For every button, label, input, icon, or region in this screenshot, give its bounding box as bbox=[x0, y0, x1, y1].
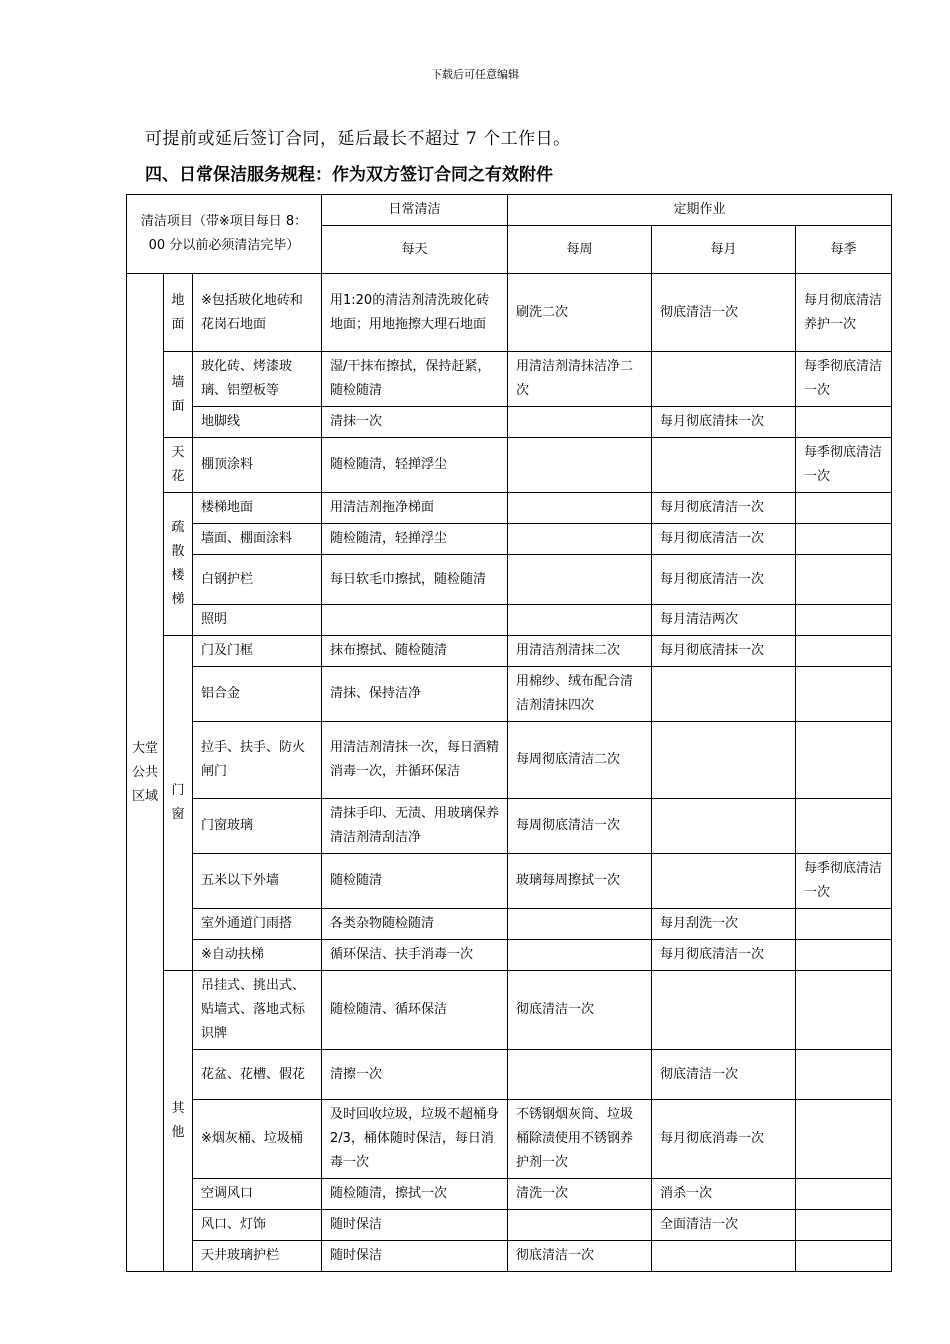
cell-monthly bbox=[652, 667, 796, 722]
cell-monthly bbox=[652, 1241, 796, 1272]
cell-quarterly bbox=[796, 1050, 892, 1100]
cell-weekly bbox=[508, 605, 652, 636]
cell-weekly: 用棉纱、绒布配合清洁剂清抹四次 bbox=[508, 667, 652, 722]
cell-item: 吊挂式、挑出式、贴墙式、落地式标识牌 bbox=[193, 971, 322, 1050]
cell-monthly bbox=[652, 438, 796, 493]
table-row bbox=[127, 605, 892, 636]
table-row bbox=[127, 1050, 892, 1100]
cell-item: 天井玻璃护栏 bbox=[193, 1241, 322, 1272]
page-header: 下载后可任意编辑 bbox=[431, 68, 519, 81]
header-quarterly: 每季 bbox=[796, 226, 892, 274]
cell-daily: 循环保洁、扶手消毒一次 bbox=[322, 940, 508, 971]
cell-monthly: 每月彻底清抹一次 bbox=[652, 407, 796, 438]
cell-monthly: 每月彻底清抹一次 bbox=[652, 636, 796, 667]
cell-weekly bbox=[508, 524, 652, 555]
cell-weekly bbox=[508, 1050, 652, 1100]
cell-monthly bbox=[652, 799, 796, 854]
cell-monthly: 消杀一次 bbox=[652, 1179, 796, 1210]
cell-daily: 用清洁剂拖净梯面 bbox=[322, 493, 508, 524]
table-row bbox=[127, 352, 892, 407]
header-weekly: 每周 bbox=[508, 226, 652, 274]
cell-daily: 清抹、保持洁净 bbox=[322, 667, 508, 722]
cell-daily: 抹布擦拭、随检随清 bbox=[322, 636, 508, 667]
table-row bbox=[127, 1179, 892, 1210]
table-row bbox=[127, 407, 892, 438]
header-daily: 每天 bbox=[322, 226, 508, 274]
cell-weekly bbox=[508, 1210, 652, 1241]
cell-daily: 随检随清，轻掸浮尘 bbox=[322, 524, 508, 555]
table-row bbox=[127, 1241, 892, 1272]
header-periodic-group: 定期作业 bbox=[508, 195, 892, 226]
cell-quarterly bbox=[796, 722, 892, 799]
cell-item: 棚顶涂料 bbox=[193, 438, 322, 493]
cell-item: 墙面、棚面涂料 bbox=[193, 524, 322, 555]
cell-daily: 清抹手印、无渍、用玻璃保养清洁剂清刮洁净 bbox=[322, 799, 508, 854]
cell-quarterly bbox=[796, 1100, 892, 1179]
table-row bbox=[127, 524, 892, 555]
table-row bbox=[127, 555, 892, 605]
cell-monthly: 每月彻底消毒一次 bbox=[652, 1100, 796, 1179]
cell-quarterly bbox=[796, 407, 892, 438]
header-item: 清洁项目（带※项目每日 8：00 分以前必须清洁完毕） bbox=[127, 195, 322, 274]
cell-monthly: 彻底清洁一次 bbox=[652, 1050, 796, 1100]
cleaning-schedule-table bbox=[126, 194, 892, 1272]
cell-item: ※自动扶梯 bbox=[193, 940, 322, 971]
cell-quarterly bbox=[796, 940, 892, 971]
cell-quarterly bbox=[796, 1241, 892, 1272]
cell-weekly: 玻璃每周擦拭一次 bbox=[508, 854, 652, 909]
table-row bbox=[127, 971, 892, 1050]
cell-weekly: 刷洗二次 bbox=[508, 274, 652, 352]
cell-item: 铝合金 bbox=[193, 667, 322, 722]
cell-item: 地脚线 bbox=[193, 407, 322, 438]
cell-quarterly bbox=[796, 1179, 892, 1210]
table-row bbox=[127, 1100, 892, 1179]
cell-monthly: 每月彻底清洁一次 bbox=[652, 555, 796, 605]
cell-item: 风口、灯饰 bbox=[193, 1210, 322, 1241]
cell-item: 玻化砖、烤漆玻璃、铝塑板等 bbox=[193, 352, 322, 407]
intro-line: 可提前或延后签订合同，延后最长不超过 7 个工作日。 bbox=[145, 129, 571, 149]
cell-weekly: 用清洁剂清抹洁净二次 bbox=[508, 352, 652, 407]
cell-quarterly: 每季彻底清洁一次 bbox=[796, 438, 892, 493]
cell-item: 白钢护栏 bbox=[193, 555, 322, 605]
table-row bbox=[127, 940, 892, 971]
cell-daily: 每日软毛巾擦拭，随检随清 bbox=[322, 555, 508, 605]
cell-monthly: 彻底清洁一次 bbox=[652, 274, 796, 352]
cell-item: 照明 bbox=[193, 605, 322, 636]
cell-daily: 清抹一次 bbox=[322, 407, 508, 438]
cell-item: 花盆、花槽、假花 bbox=[193, 1050, 322, 1100]
table-row bbox=[127, 1210, 892, 1241]
cell-quarterly bbox=[796, 524, 892, 555]
cell-daily: 随时保洁 bbox=[322, 1210, 508, 1241]
cell-daily: 随检随清、循环保洁 bbox=[322, 971, 508, 1050]
cell-daily: 湿/干抹布擦拭，保持赶紧，随检随清 bbox=[322, 352, 508, 407]
cell-monthly bbox=[652, 352, 796, 407]
header-monthly: 每月 bbox=[652, 226, 796, 274]
cell-item: 室外通道门雨搭 bbox=[193, 909, 322, 940]
cell-daily: 用1:20的清洁剂清洗玻化砖地面；用地拖擦大理石地面 bbox=[322, 274, 508, 352]
table-row bbox=[127, 854, 892, 909]
cell-item: 五米以下外墙 bbox=[193, 854, 322, 909]
cell-daily bbox=[322, 605, 508, 636]
cell-quarterly bbox=[796, 909, 892, 940]
group-floor: 地面 bbox=[164, 274, 193, 352]
table-row bbox=[127, 799, 892, 854]
cell-item: 拉手、扶手、防火闸门 bbox=[193, 722, 322, 799]
group-ceiling: 天花 bbox=[164, 438, 193, 493]
table-row bbox=[127, 636, 892, 667]
group-stairs: 疏散楼梯 bbox=[164, 493, 193, 636]
cell-daily: 随检随清，轻掸浮尘 bbox=[322, 438, 508, 493]
area-label: 大堂公共区域 bbox=[127, 274, 164, 1272]
cell-item: ※包括玻化地砖和花岗石地面 bbox=[193, 274, 322, 352]
group-door-window: 门窗 bbox=[164, 636, 193, 971]
cell-quarterly bbox=[796, 667, 892, 722]
section-heading: 四、日常保洁服务规程：作为双方签订合同之有效附件 bbox=[145, 165, 553, 185]
cell-monthly: 每月清洁两次 bbox=[652, 605, 796, 636]
cell-monthly: 每月彻底清洁一次 bbox=[652, 493, 796, 524]
cell-weekly bbox=[508, 438, 652, 493]
cell-weekly bbox=[508, 909, 652, 940]
cell-weekly bbox=[508, 940, 652, 971]
cell-monthly: 全面清洁一次 bbox=[652, 1210, 796, 1241]
cell-daily: 随检随清 bbox=[322, 854, 508, 909]
cell-weekly: 清洗一次 bbox=[508, 1179, 652, 1210]
cell-daily: 用清洁剂清抹一次，每日酒精消毒一次，并循环保洁 bbox=[322, 722, 508, 799]
cell-daily: 及时回收垃圾，垃圾不超桶身2/3，桶体随时保洁，每日消毒一次 bbox=[322, 1100, 508, 1179]
cell-weekly: 不锈钢烟灰筒、垃圾桶除渍使用不锈钢养护剂一次 bbox=[508, 1100, 652, 1179]
table-row bbox=[127, 909, 892, 940]
cell-weekly: 彻底清洁一次 bbox=[508, 971, 652, 1050]
table-row bbox=[127, 722, 892, 799]
cell-item: ※烟灰桶、垃圾桶 bbox=[193, 1100, 322, 1179]
cell-daily: 随检随清，擦拭一次 bbox=[322, 1179, 508, 1210]
cell-weekly: 每周彻底清洁二次 bbox=[508, 722, 652, 799]
table-row bbox=[127, 667, 892, 722]
cell-daily: 各类杂物随检随清 bbox=[322, 909, 508, 940]
table-row bbox=[127, 274, 892, 352]
cell-monthly: 每月彻底清洁一次 bbox=[652, 524, 796, 555]
cell-item: 门窗玻璃 bbox=[193, 799, 322, 854]
cell-quarterly bbox=[796, 1210, 892, 1241]
cell-quarterly bbox=[796, 971, 892, 1050]
table-row bbox=[127, 438, 892, 493]
cell-weekly: 彻底清洁一次 bbox=[508, 1241, 652, 1272]
cell-weekly bbox=[508, 493, 652, 524]
cell-quarterly bbox=[796, 555, 892, 605]
cell-item: 门及门框 bbox=[193, 636, 322, 667]
group-other: 其他 bbox=[164, 971, 193, 1272]
cell-weekly: 每周彻底清洁一次 bbox=[508, 799, 652, 854]
cell-daily: 随时保洁 bbox=[322, 1241, 508, 1272]
group-wall: 墙面 bbox=[164, 352, 193, 438]
cell-monthly bbox=[652, 854, 796, 909]
cell-daily: 清擦一次 bbox=[322, 1050, 508, 1100]
cell-weekly: 用清洁剂清抹二次 bbox=[508, 636, 652, 667]
cell-quarterly bbox=[796, 799, 892, 854]
cell-monthly: 每月刮洗一次 bbox=[652, 909, 796, 940]
table-header-row bbox=[127, 195, 892, 226]
cell-quarterly: 每季彻底清洁一次 bbox=[796, 352, 892, 407]
cell-weekly bbox=[508, 407, 652, 438]
cell-monthly bbox=[652, 722, 796, 799]
cell-weekly bbox=[508, 555, 652, 605]
cell-item: 空调风口 bbox=[193, 1179, 322, 1210]
header-daily-group: 日常清洁 bbox=[322, 195, 508, 226]
cell-quarterly bbox=[796, 636, 892, 667]
table-row bbox=[127, 493, 892, 524]
cell-monthly bbox=[652, 971, 796, 1050]
cell-quarterly: 每月彻底清洁养护一次 bbox=[796, 274, 892, 352]
cell-monthly: 每月彻底清洁一次 bbox=[652, 940, 796, 971]
cell-quarterly bbox=[796, 493, 892, 524]
cell-item: 楼梯地面 bbox=[193, 493, 322, 524]
cell-quarterly: 每季彻底清洁一次 bbox=[796, 854, 892, 909]
cell-quarterly bbox=[796, 605, 892, 636]
